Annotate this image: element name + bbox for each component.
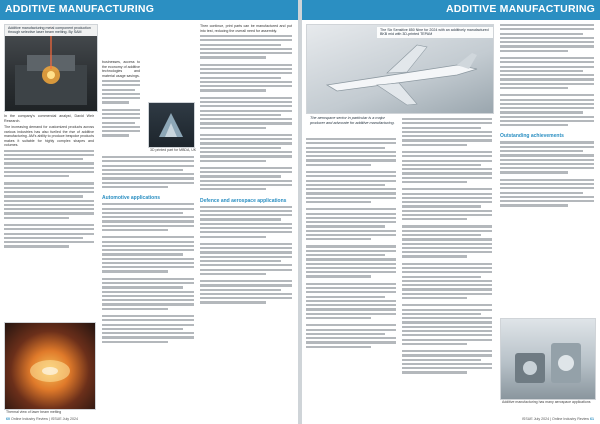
right-footer-text: ISSUE July 2024 | Online Industry Review — [521, 417, 589, 421]
aerospace-parts-graphic — [501, 319, 595, 399]
left-col2-intro: businesses, access to the economy of additive technologies and material usage savings. — [102, 60, 140, 78]
left-feature-image — [4, 24, 98, 112]
left-photo-caption: Thermal view of laser beam melting — [6, 410, 62, 414]
right-subhead-outstanding: Outstanding achievements — [500, 133, 564, 140]
right-column-2 — [402, 118, 492, 376]
right-page — [302, 0, 600, 424]
right-bottom-photo — [500, 318, 596, 400]
left-subhead-automotive: Automotive applications — [102, 195, 161, 202]
left-subhead-aerospace: Defence and aerospace applications — [200, 197, 287, 204]
right-page-header: ADDITIVE MANUFACTURING — [445, 3, 595, 15]
printed-part-graphic — [149, 103, 194, 147]
left-column-2 — [102, 60, 140, 139]
left-footer-text: Online Industry Review | ISSUE July 2024 — [11, 417, 79, 421]
left-col1-body: The increasing demand for customized products across various industries has also fuelled the rise of additive manufacturing. AM's ability to produce bespoke products makes it suitable for highly complex shapes and volumes. — [4, 125, 94, 147]
left-inset-photo — [148, 102, 195, 148]
right-photo-caption: Additive manufacturing has many aerospace applications — [502, 400, 594, 404]
left-col3-intro: Then continue, print parts can be manufactured and put into test, reducing the overall need for assembly. — [200, 24, 292, 33]
left-column-1 — [4, 114, 94, 250]
right-feature-caption: The Six Sensitive 850 Nine for 2024 with an additively manufactured BKB mid with 3D-printed TEPAM — [377, 27, 493, 38]
right-column-3 — [500, 24, 594, 209]
aircraft-illustration — [307, 25, 493, 113]
right-footer — [522, 417, 594, 421]
right-header-bar — [302, 0, 600, 20]
laser-melting-illustration — [5, 25, 97, 111]
left-header-bar — [0, 0, 298, 20]
left-bottom-photo — [4, 322, 96, 410]
right-page-number: 61 — [590, 417, 594, 421]
left-column-3 — [200, 24, 292, 306]
left-page-number: 60 — [6, 417, 10, 421]
left-page-header: ADDITIVE MANUFACTURING — [5, 3, 155, 15]
left-col1-intro: In the company's commercial analyst, David Weir Research. — [4, 114, 94, 123]
left-footer — [6, 417, 78, 421]
right-pullquote: The aerospace sector in particular is a major producer and advocate for additive manufacturing. — [310, 116, 395, 125]
left-page — [0, 0, 298, 424]
right-column-1 — [306, 138, 396, 350]
left-feature-caption: Additive manufacturing metal component production through selective laser beam melting. By SAM — [5, 25, 97, 36]
left-column-2b — [102, 156, 194, 345]
right-feature-image — [306, 24, 494, 114]
left-inset-caption: 3D printed part for MBDA, UK — [150, 148, 197, 152]
thermal-glow-graphic — [5, 323, 95, 409]
